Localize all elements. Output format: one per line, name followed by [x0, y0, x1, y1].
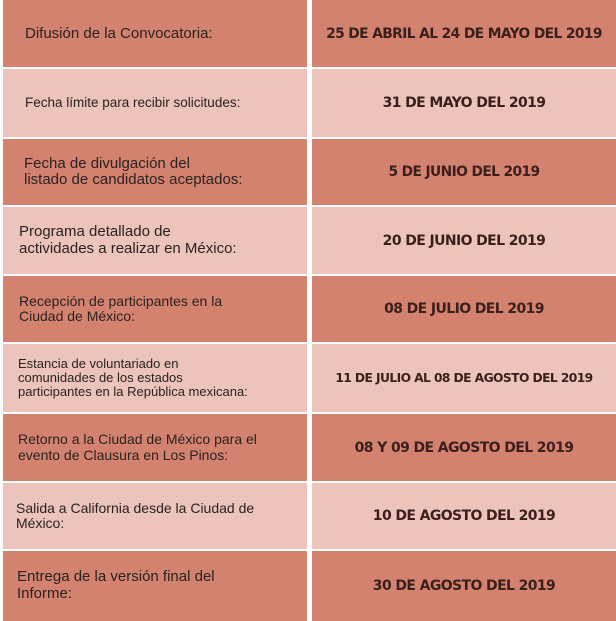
row-6-label-text: Estancia de voluntariado en comunidades de los estados participantes en la República mexicana:	[18, 355, 248, 400]
row-5-label-text: Recepción de participantes en la Ciudad de México:	[19, 292, 223, 324]
row-separator	[3, 412, 616, 414]
row-3-label-text: Fecha de divulgación del listado de candidatos aceptados:	[24, 154, 243, 188]
row-separator	[3, 481, 616, 483]
row-4-label-text: Programa detallado de actividades a realizar en México:	[19, 223, 237, 257]
row-separator	[3, 137, 616, 139]
row-8-date: 10 DE AGOSTO DEL 2019	[372, 508, 556, 524]
row-8-label-text: Salida a California desde la Ciudad de México:	[16, 499, 255, 531]
row-9-date: 30 DE AGOSTO DEL 2019	[372, 577, 556, 594]
column-divider	[307, 0, 312, 621]
row-3-date: 5 DE JUNIO DEL 2019	[388, 164, 540, 180]
row-2-label	[3, 68, 307, 138]
row-separator	[3, 274, 616, 276]
row-7-label-text: Retorno a la Ciudad de México para el evento de Clausura en Los Pinos:	[18, 431, 257, 463]
row-9-label-text: Entrega de la versión final del Informe:	[17, 568, 215, 602]
row-6-date: 11 DE JULIO AL 08 DE AGOSTO DEL 2019	[335, 371, 593, 385]
row-9-label	[3, 550, 307, 621]
row-4-label	[3, 206, 307, 275]
row-2-date: 31 DE MAYO DEL 2019	[382, 95, 546, 111]
row-1-label	[3, 0, 307, 68]
row-1-label-text: Difusión de la Convocatoria:	[25, 24, 213, 42]
row-2-label-text: Fecha límite para recibir solicitudes:	[25, 94, 241, 110]
row-7-label	[3, 413, 307, 482]
row-8-label	[3, 482, 307, 550]
row-4-date: 20 DE JUNIO DEL 2019	[382, 232, 546, 249]
row-6-label	[3, 343, 307, 413]
row-5-label	[3, 275, 307, 343]
row-separator	[3, 205, 616, 207]
row-1-date: 25 DE ABRIL AL 24 DE MAYO DEL 2019	[326, 26, 602, 42]
row-7-date: 08 Y 09 DE AGOSTO DEL 2019	[354, 439, 574, 456]
row-separator	[3, 549, 616, 551]
row-separator	[3, 67, 616, 69]
schedule-table	[3, 0, 616, 621]
row-separator	[3, 342, 616, 344]
row-5-date: 08 DE JULIO DEL 2019	[384, 301, 544, 317]
row-3-label	[3, 138, 307, 206]
